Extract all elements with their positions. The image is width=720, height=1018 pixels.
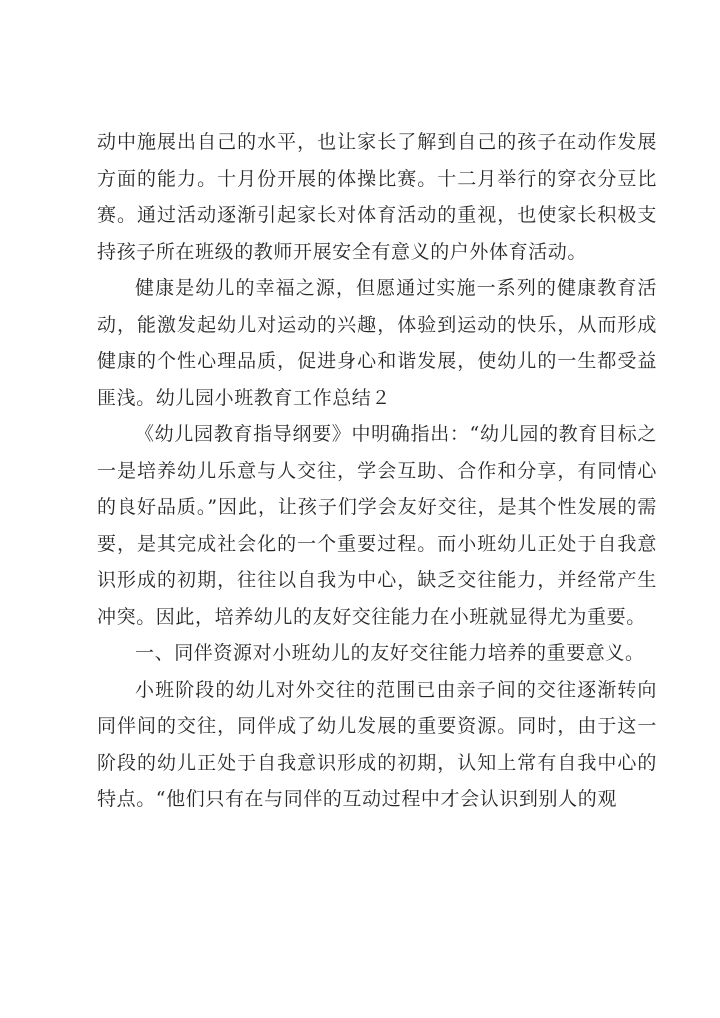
paragraph-4: 小班阶段的幼儿对外交往的范围已由亲子间的交往逐渐转向同伴间的交往，同伴成了幼儿发展的重要资源。同时，由于这一阶段的幼儿正处于自我意识形成的初期，认知上常有自我中心的特点。“他们只有在与同伴的互动过程中才会认识到别人的观 xyxy=(97,678,657,810)
paragraph-2: 健康是幼儿的幸福之源，但愿通过实施一系列的健康教育活动，能激发起幼儿对运动的兴趣，体验到运动的快乐，从而形成健康的个性心理品质，促进身心和谐发展，使幼儿的一生都受益匪浅。幼儿园小班教育工作总结２ xyxy=(97,277,657,409)
section-heading-1: 一、同伴资源对小班幼儿的友好交往能力培养的重要意义。 xyxy=(135,642,645,664)
paragraph-3: 《幼儿园教育指导纲要》中明确指出：“幼儿园的教育目标之一是培养幼儿乐意与人交往，学会互助、合作和分享，有同情心的良好品质。”因此，让孩子们学会友好交往，是其个性发展的需要，是其完成社会化的一个重要过程。而小班幼儿正处于自我意识形成的初期，往往以自我为中心，缺乏交往能力，并经常产生冲突。因此，培养幼儿的友好交往能力在小班就显得尤为重要。 xyxy=(97,423,657,628)
paragraph-1: 动中施展出自己的水平，也让家长了解到自己的孩子在动作发展方面的能力。十月份开展的体操比赛。十二月举行的穿衣分豆比赛。通过活动逐渐引起家长对体育活动的重视，也使家长积极支持孩子所在班级的教师开展安全有意义的户外体育活动。 xyxy=(97,131,657,263)
document-body xyxy=(97,124,657,818)
